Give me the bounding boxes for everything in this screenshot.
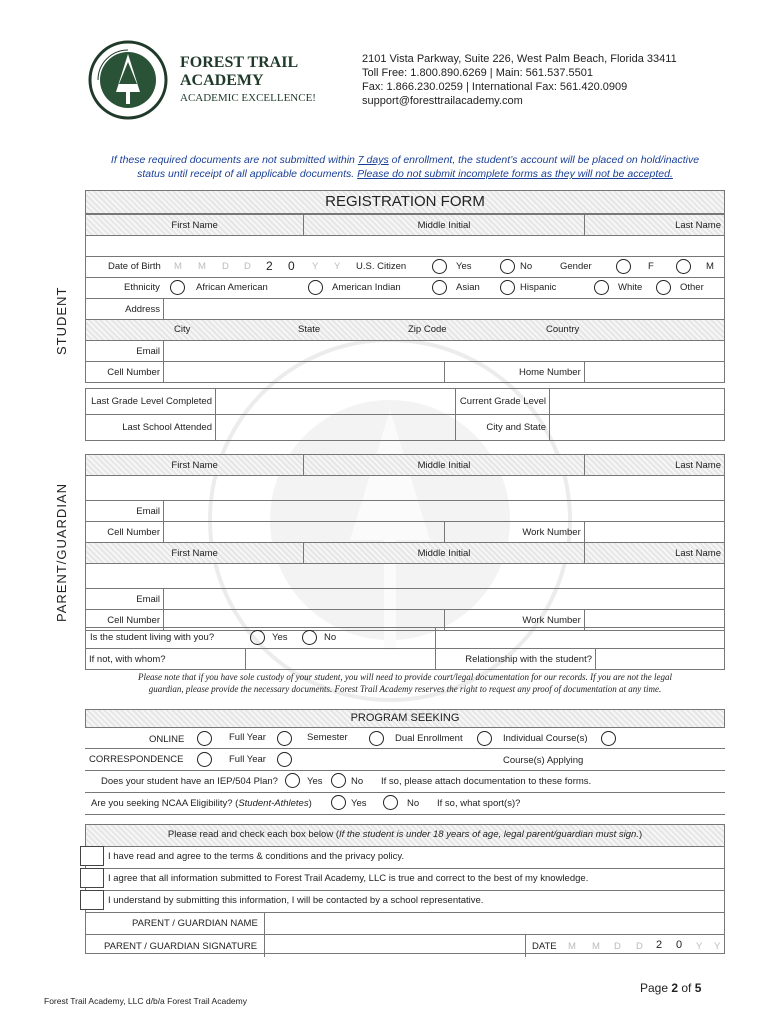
pg-name-row (86, 913, 724, 935)
full-year-1-radio[interactable] (277, 731, 292, 746)
dob-y2[interactable]: 0 (288, 259, 295, 273)
relationship-label: Relationship with the student? (436, 649, 596, 670)
logo (88, 40, 318, 120)
form-title: REGISTRATION FORM (85, 190, 725, 214)
ncaa-no-radio[interactable] (383, 795, 398, 810)
date-m2[interactable]: M (592, 941, 600, 952)
dob-y3[interactable]: Y (312, 261, 319, 272)
if-not-field[interactable] (246, 649, 436, 670)
if-not-label: If not, with whom? (86, 649, 246, 670)
state-label: State (298, 324, 321, 335)
iep-yes-label: Yes (307, 776, 323, 787)
date-d1[interactable]: D (614, 941, 621, 952)
gender-f-radio[interactable] (616, 259, 631, 274)
eth-american-indian-label: American Indian (332, 282, 401, 293)
iep-yes-radio[interactable] (285, 773, 300, 788)
logo-name-1: FOREST TRAIL (180, 54, 299, 71)
gender-label: Gender (560, 261, 592, 272)
living-blank (436, 628, 725, 649)
student-email-label: Email (86, 341, 164, 362)
us-citizen-label: U.S. Citizen (356, 261, 407, 272)
first-name-label: First Name (86, 215, 304, 236)
p1-middle-initial-label: Middle Initial (304, 455, 585, 476)
p2-last-name-label: Last Name (584, 543, 724, 564)
program-title: PROGRAM SEEKING (85, 709, 725, 728)
contact-info (362, 52, 722, 108)
date-y4[interactable]: Y (714, 941, 721, 952)
program-box (85, 728, 725, 816)
p2-middle-initial-label: Middle Initial (304, 543, 585, 564)
dob-y1[interactable]: 2 (266, 259, 273, 273)
eth-african-american-radio[interactable] (170, 280, 185, 295)
dob-d2[interactable]: D (244, 261, 251, 272)
semester-radio[interactable] (369, 731, 384, 746)
student-name-field[interactable] (86, 236, 725, 257)
p1-name-field[interactable] (86, 476, 725, 501)
relationship-field[interactable] (596, 649, 725, 670)
consent-box (85, 824, 725, 954)
student-side-label: STUDENT (54, 286, 69, 355)
dob-m2[interactable]: M (198, 261, 206, 272)
pg-sig-field[interactable] (264, 935, 526, 957)
p2-cell-label: Cell Number (86, 610, 164, 631)
phone-line: Toll Free: 1.800.890.6269 | Main: 561.537.5501 (362, 67, 593, 79)
eth-american-indian-radio[interactable] (308, 280, 323, 295)
p1-cell-field[interactable] (164, 522, 445, 543)
living-yes-radio[interactable] (250, 630, 265, 645)
gender-m-radio[interactable] (676, 259, 691, 274)
pg-sig-label: PARENT / GUARDIAN SIGNATURE (104, 941, 258, 952)
student-cell-field[interactable] (164, 362, 445, 383)
parent-table-1 (85, 454, 725, 631)
zip-label: Zip Code (408, 324, 447, 335)
ncaa-note: If so, what sport(s)? (437, 798, 521, 809)
tree-seal-icon (88, 40, 168, 120)
logo-tagline: ACADEMIC EXCELLENCE! (180, 92, 316, 104)
ncaa-question: Are you seeking NCAA Eligibility? (Student-Athletes) (91, 798, 312, 809)
consent-2-checkbox[interactable] (80, 868, 104, 888)
dual-enrollment-radio[interactable] (477, 731, 492, 746)
pg-name-label: PARENT / GUARDIAN NAME (132, 918, 258, 929)
living-question: Is the student living with you? (90, 632, 215, 643)
eth-african-american-label: African American (196, 282, 268, 293)
logo-name-2: ACADEMY (180, 72, 264, 89)
last-school-field[interactable] (216, 415, 456, 441)
eth-hispanic-label: Hispanic (520, 282, 557, 293)
citizen-yes-radio[interactable] (432, 259, 447, 274)
eth-asian-label: Asian (456, 282, 480, 293)
fax-line: Fax: 1.866.230.0259 | International Fax: 561.420.0909 (362, 81, 628, 93)
living-table (85, 627, 725, 670)
eth-asian-radio[interactable] (432, 280, 447, 295)
address-sublabels (86, 320, 725, 341)
consent-1-text: I have read and agree to the terms & conditions and the privacy policy. (86, 847, 724, 869)
city-label: City (174, 324, 191, 335)
address-line: 2101 Vista Parkway, Suite 226, West Palm Beach, Florida 33411 (362, 53, 677, 65)
student-cell-label: Cell Number (86, 362, 164, 383)
current-grade-label: Current Grade Level (456, 389, 550, 415)
student-table (85, 214, 725, 383)
p1-work-label: Work Number (444, 522, 584, 543)
date-y1[interactable]: 2 (656, 939, 663, 951)
middle-initial-label: Middle Initial (304, 215, 585, 236)
individual-courses-radio[interactable] (601, 731, 616, 746)
date-y3[interactable]: Y (696, 941, 703, 952)
gender-m-label: M (706, 261, 714, 272)
dual-enrollment-label: Dual Enrollment (395, 733, 463, 744)
home-number-field[interactable] (584, 362, 724, 383)
correspondence-radio[interactable] (197, 752, 212, 767)
full-year-2-label: Full Year (229, 754, 266, 765)
ncaa-yes-radio[interactable] (331, 795, 346, 810)
eth-other-radio[interactable] (656, 280, 671, 295)
p1-email-field[interactable] (164, 501, 725, 522)
student-email-field[interactable] (164, 341, 725, 362)
living-no-label: No (324, 632, 337, 643)
last-grade-label: Last Grade Level Completed (86, 389, 216, 415)
living-question-cell (86, 628, 436, 649)
iep-note: If so, please attach documentation to these forms. (381, 776, 592, 787)
individual-courses-label: Individual Course(s) (503, 733, 588, 744)
p1-last-name-label: Last Name (584, 455, 724, 476)
date-m1[interactable]: M (568, 941, 576, 952)
p2-name-field[interactable] (86, 564, 725, 589)
notice: If these required documents are not submitted within 7 days of enrollment, the student’s account will be placed on hold/inactive status until receipt of all applicable documents. Please do not submit incomplete forms as they will not be accepted. (110, 154, 700, 180)
p2-email-label: Email (86, 589, 164, 610)
iep-question: Does your student have an IEP/504 Plan? (101, 776, 278, 787)
dob-d1[interactable]: D (222, 261, 229, 272)
dob-y4[interactable]: Y (334, 261, 341, 272)
email-line[interactable]: support@foresttrailacademy.com (362, 95, 523, 107)
p2-first-name-label: First Name (86, 543, 304, 564)
pg-name-field[interactable] (264, 913, 725, 934)
citizen-no-radio[interactable] (500, 259, 515, 274)
p2-email-field[interactable] (164, 589, 725, 610)
date-d2[interactable]: D (636, 941, 643, 952)
dob-m1[interactable]: M (174, 261, 182, 272)
current-grade-field[interactable] (550, 389, 725, 415)
full-year-2-radio[interactable] (277, 752, 292, 767)
consent-3-checkbox[interactable] (80, 890, 104, 910)
home-number-label: Home Number (444, 362, 584, 383)
country-label: Country (546, 324, 580, 335)
eth-other-label: Other (680, 282, 704, 293)
online-label: ONLINE (149, 734, 185, 745)
last-school-label: Last School Attended (86, 415, 216, 441)
p1-cell-label: Cell Number (86, 522, 164, 543)
footer-company: Forest Trail Academy, LLC d/b/a Forest Trail Academy (44, 996, 247, 1006)
city-state-label: City and State (456, 415, 550, 441)
correspondence-label: CORRESPONDENCE (89, 754, 184, 765)
page-number: Page 2 of 5 (640, 981, 702, 995)
p1-work-field[interactable] (584, 522, 724, 543)
custody-note: Please note that if you have sole custody of your student, you will need to provide court/legal documentation for our records. If you are not the legal guardian, please provide the necessary documents. Forest Trail Academy reserves the right to request any proof of documentation at any time. (137, 672, 673, 694)
ncaa-yes-label: Yes (351, 798, 367, 809)
parent-side-label: PARENT/GUARDIAN (54, 483, 69, 622)
city-state-field[interactable] (550, 415, 725, 441)
date-label: DATE (532, 941, 557, 952)
eth-white-radio[interactable] (594, 280, 609, 295)
consent-header: Please read and check each box below (If the student is under 18 years of age, legal parent/guardian must sign.) (86, 825, 724, 847)
address-field[interactable] (164, 299, 725, 320)
courses-applying-label: Course(s) Applying (503, 755, 584, 766)
living-yes-label: Yes (272, 632, 288, 643)
dob-label: Date of Birth (108, 261, 161, 272)
citizen-no-label: No (520, 261, 533, 272)
address-label: Address (86, 299, 164, 320)
gender-f-label: F (648, 261, 654, 272)
pg-sig-row (86, 935, 724, 957)
ethnicity-label: Ethnicity (124, 282, 160, 293)
consent-2-text: I agree that all information submitted to Forest Trail Academy, LLC is true and correct to the best of my knowledge. (86, 869, 724, 891)
p2-work-label: Work Number (444, 610, 584, 631)
living-no-radio[interactable] (302, 630, 317, 645)
citizen-yes-label: Yes (456, 261, 472, 272)
date-y2[interactable]: 0 (676, 939, 683, 951)
last-grade-field[interactable] (216, 389, 456, 415)
iep-no-label: No (351, 776, 364, 787)
full-year-1-label: Full Year (229, 732, 266, 743)
p1-email-label: Email (86, 501, 164, 522)
eth-hispanic-radio[interactable] (500, 280, 515, 295)
consent-1-checkbox[interactable] (80, 846, 104, 866)
iep-no-radio[interactable] (331, 773, 346, 788)
online-radio[interactable] (197, 731, 212, 746)
student-school-table (85, 388, 725, 441)
p1-first-name-label: First Name (86, 455, 304, 476)
dob-row (86, 257, 725, 278)
ncaa-no-label: No (407, 798, 420, 809)
last-name-label: Last Name (584, 215, 724, 236)
ethnicity-row (86, 278, 725, 299)
eth-white-label: White (618, 282, 643, 293)
consent-3-text: I understand by submitting this information, I will be contacted by a school representative. (86, 891, 724, 913)
semester-label: Semester (307, 732, 348, 743)
